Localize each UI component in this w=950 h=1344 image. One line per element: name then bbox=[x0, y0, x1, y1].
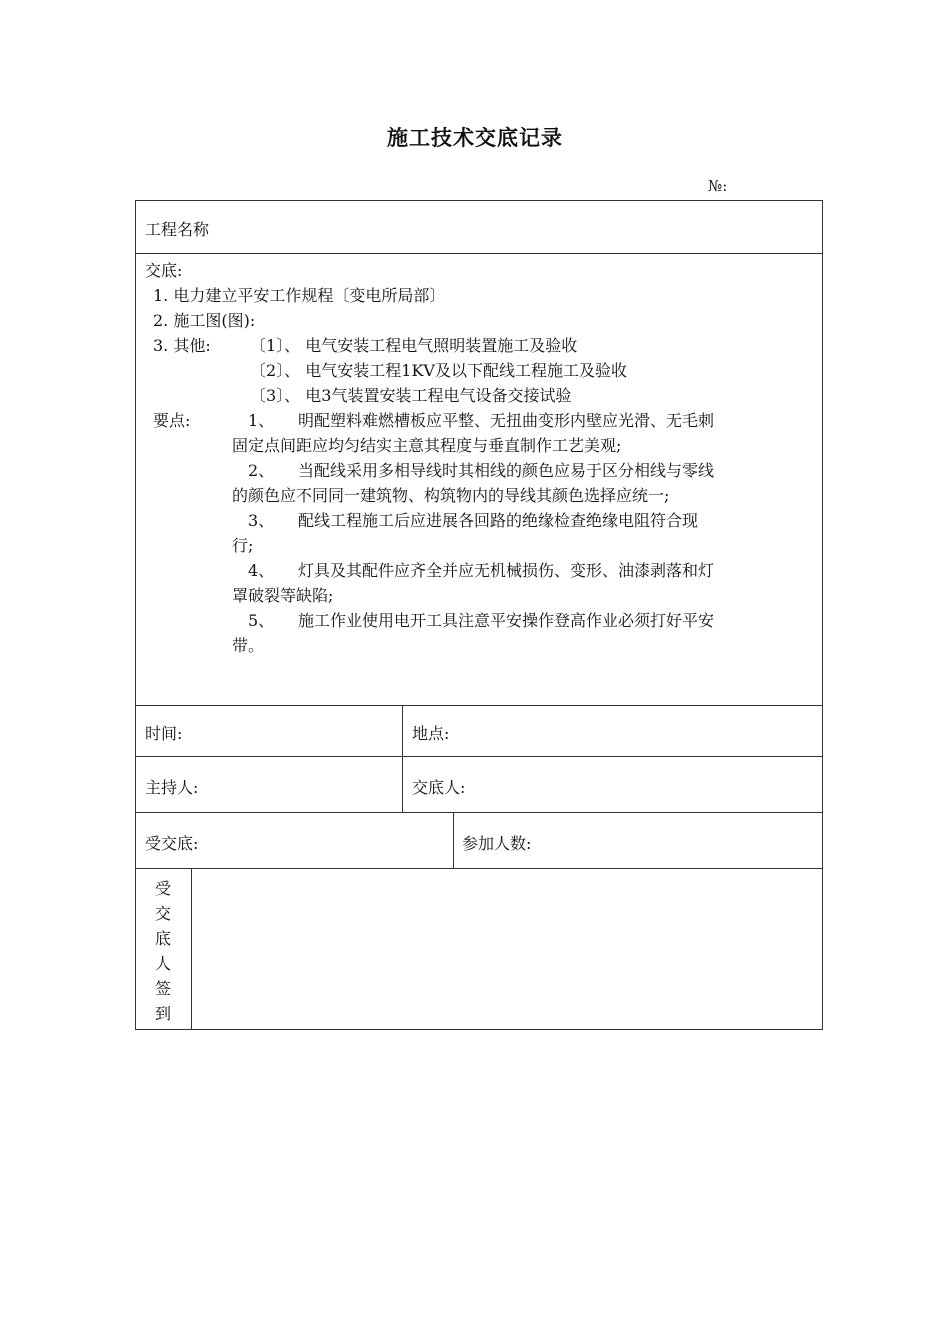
column-divider bbox=[402, 705, 403, 812]
basis-item: 2. 施工图(图): bbox=[153, 311, 256, 330]
basis-item: 3. 其他: bbox=[153, 336, 211, 355]
participants-label: 参加人数: bbox=[462, 834, 532, 853]
key-point-number: 5、 bbox=[248, 611, 275, 630]
key-point-number: 3、 bbox=[248, 511, 275, 530]
row-divider bbox=[135, 756, 823, 757]
key-point-number: 1、 bbox=[248, 411, 275, 430]
disclosure-label: 交底: bbox=[145, 261, 183, 280]
column-divider bbox=[453, 812, 454, 868]
presenter-label: 交底人: bbox=[412, 778, 466, 797]
key-point-text: 带。 bbox=[232, 636, 265, 655]
host-label: 主持人: bbox=[145, 778, 199, 797]
row-divider bbox=[135, 705, 823, 706]
other-standard: 〔1〕、 电气安装工程电气照明装置施工及验收 bbox=[250, 336, 578, 355]
key-points-label: 要点: bbox=[153, 411, 191, 430]
key-point-text: 当配线采用多相导线时其相线的颜色应易于区分相线与零线 bbox=[298, 461, 715, 480]
signature-label-char: 底 bbox=[154, 929, 171, 948]
signature-label-char: 交 bbox=[154, 904, 171, 923]
signature-label-char: 到 bbox=[154, 1004, 171, 1023]
record-number-label: №: bbox=[708, 177, 728, 195]
receiver-label: 受交底: bbox=[145, 834, 199, 853]
disclosure-form bbox=[135, 200, 823, 1030]
other-standard: 〔3〕、 电3气装置安装工程电气设备交接试验 bbox=[250, 386, 572, 405]
key-point-number: 4、 bbox=[248, 561, 275, 580]
signature-label-char: 签 bbox=[154, 979, 171, 998]
key-point-text: 配线工程施工后应进展各回路的绝缘检查绝缘电阻符合现 bbox=[298, 511, 699, 530]
key-point-text: 明配塑料难燃槽板应平整、无扭曲变形内壁应光滑、无毛刺 bbox=[298, 411, 715, 430]
page-title: 施工技术交底记录 bbox=[387, 125, 563, 150]
key-point-text: 施工作业使用电开工具注意平安操作登高作业必须打好平安 bbox=[298, 611, 715, 630]
time-label: 时间: bbox=[145, 724, 183, 743]
signature-label-char: 人 bbox=[154, 954, 171, 973]
row-divider bbox=[135, 868, 823, 869]
signature-label-char: 受 bbox=[154, 879, 171, 898]
place-label: 地点: bbox=[412, 724, 450, 743]
row-divider bbox=[135, 253, 823, 254]
project-name-label: 工程名称 bbox=[145, 220, 210, 239]
key-point-text: 灯具及其配件应齐全并应无机械损伤、变形、油漆剥落和灯 bbox=[298, 561, 715, 580]
column-divider bbox=[191, 868, 192, 1030]
basis-item: 1. 电力建立平安工作规程〔变电所局部〕 bbox=[153, 286, 446, 305]
row-divider bbox=[135, 812, 823, 813]
key-point-text: 固定点间距应均匀结实主意其程度与垂直制作工艺美观; bbox=[232, 436, 622, 455]
key-point-text: 行; bbox=[232, 536, 254, 555]
key-point-text: 的颜色应不同同一建筑物、构筑物内的导线其颜色选择应统一; bbox=[232, 486, 670, 505]
key-point-text: 罩破裂等缺陷; bbox=[232, 586, 334, 605]
key-point-number: 2、 bbox=[248, 461, 275, 480]
other-standard: 〔2〕、 电气安装工程1KV及以下配线工程施工及验收 bbox=[250, 361, 627, 380]
